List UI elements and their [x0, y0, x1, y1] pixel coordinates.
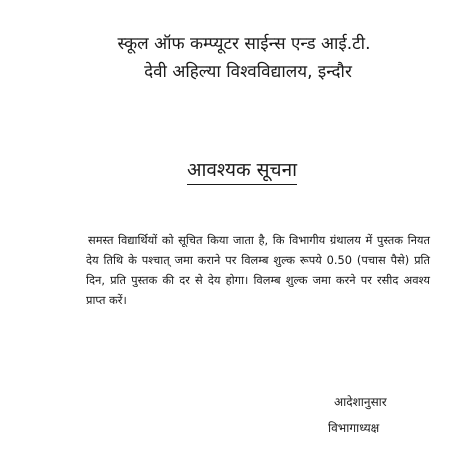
- signature-by-order: आदेशानुसार: [334, 395, 387, 409]
- signature-head-of-department: विभागाध्यक्ष: [328, 421, 380, 435]
- notice-title-wrap: [0, 158, 474, 185]
- notice-title: आवश्यक सूचना: [187, 158, 297, 185]
- university-name: देवी अहिल्या विश्वविद्यालय, इन्दौर: [144, 62, 352, 82]
- institute-name: स्कूल ऑफ कम्प्यूटर साईन्स एन्ड आई.टी.: [117, 34, 371, 54]
- notice-body: समस्त विद्यार्थियों को सूचित किया जाता है, कि विभागीय ग्रंथालय में पुस्तक नियत देय तिथि के पश्चात् जमा कराने पर विलम्ब शुल्क रूपये 0.50 (पचास पैसे) प्रति दिन, प्रति पुस्तक की दर से देय होगा। विलम्ब शुल्क जमा करने पर रसीद अवश्य प्राप्त करें।: [86, 233, 430, 307]
